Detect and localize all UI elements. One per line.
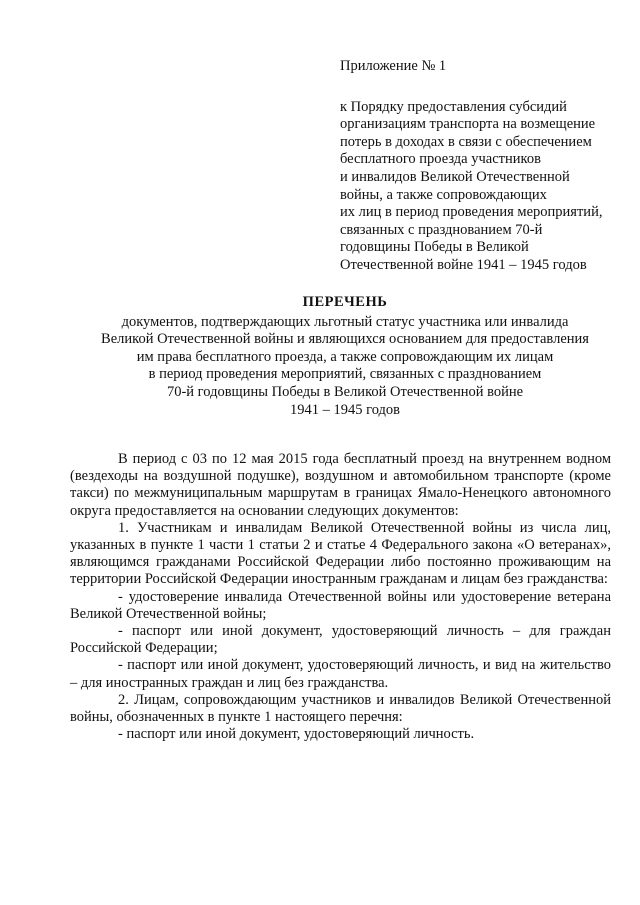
body-paragraph: 2. Лицам, сопровождающим участников и инвалидов Великой Отечественной войны, обозначенных в пункте 1 настоящего перечня: — [70, 691, 611, 726]
heading-line: документов, подтверждающих льготный статус участника или инвалида — [121, 313, 569, 330]
heading-line: 1941 – 1945 годов — [289, 401, 401, 418]
body-paragraph: - паспорт или иной документ, удостоверяющий личность. — [118, 726, 475, 743]
appendix-line: к Порядку предоставления субсидий — [340, 98, 567, 115]
appendix-title: Приложение № 1 — [340, 58, 447, 74]
heading-line: 70-й годовщины Победы в Великой Отечественной войне — [166, 383, 524, 400]
appendix-line: Отечественной войне 1941 – 1945 годов — [340, 256, 587, 273]
heading-line: в период проведения мероприятий, связанных с празднованием — [148, 366, 542, 383]
heading-line: им права бесплатного проезда, а также сопровождающим их лицам — [136, 348, 554, 365]
appendix-line: связанных с празднованием 70-й — [340, 221, 543, 238]
appendix-block — [340, 58, 620, 275]
document-body — [70, 451, 611, 743]
appendix-line: годовщины Победы в Великой — [340, 239, 529, 256]
body-paragraph: В период с 03 по 12 мая 2015 года бесплатный проезд на внутреннем водном (вездеходы на воздушной подушке), воздушном и автомобильном транспорте (кроме такси) по межмуниципальным маршрутам в границах Ямало-Ненецкого автономного округа предоставляется на основании следующих документов: — [70, 451, 611, 519]
appendix-line: потерь в доходах в связи с обеспечением — [340, 133, 592, 150]
appendix-line: войны, а также сопровождающих — [340, 186, 547, 203]
appendix-line: их лиц в период проведения мероприятий, — [340, 204, 603, 221]
body-paragraph: - паспорт или иной документ, удостоверяющий личность, и вид на жительство – для иностранных граждан и лиц без гражданства. — [70, 657, 611, 691]
heading-line: Великой Отечественной войны и являющихся основанием для предоставления — [101, 331, 589, 348]
heading-title: ПЕРЕЧЕНЬ — [302, 294, 388, 310]
appendix-line: организациям транспорта на возмещение — [340, 116, 596, 133]
body-paragraph: 1. Участникам и инвалидам Великой Отечественной войны из числа лиц, указанных в пункте 1 части 1 статьи 2 и статье 4 Федерального закона «О ветеранах», являющимся гражданами Российской Федерации либо постоянно проживающим на территории Российской Федерации иностранным гражданам и лицам без гражданства: — [70, 519, 611, 588]
body-paragraph: - паспорт или иной документ, удостоверяющий личность – для граждан Российской Федерации; — [70, 623, 611, 657]
appendix-line: бесплатного проезда участников — [340, 151, 541, 168]
body-paragraph: - удостоверение инвалида Отечественной войны или удостоверение ветерана Великой Отечественной войны; — [70, 588, 611, 622]
document-heading — [70, 294, 620, 419]
appendix-line: и инвалидов Великой Отечественной — [340, 168, 570, 185]
